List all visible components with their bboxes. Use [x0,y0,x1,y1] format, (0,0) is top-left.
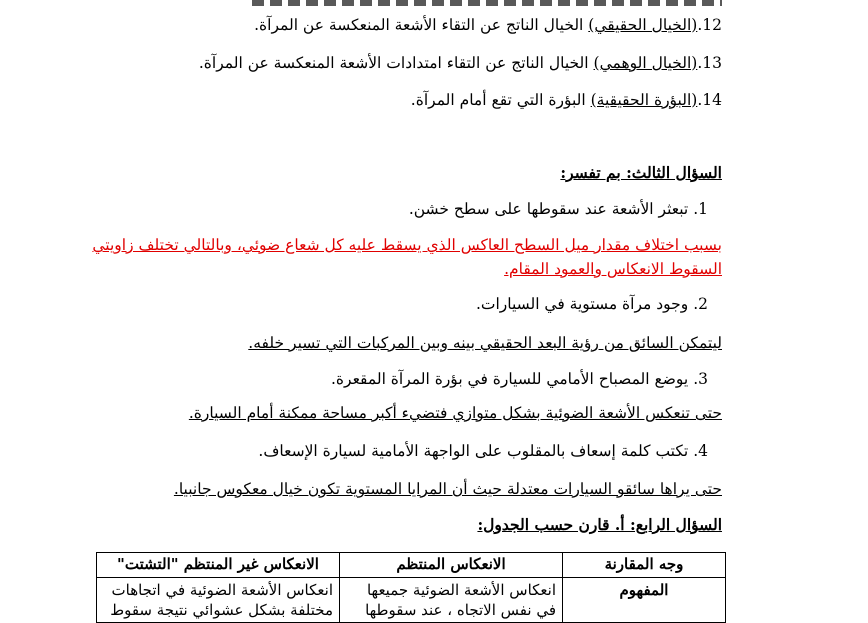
definition-item: 13.(الخيال الوهمي) الخيال الناتج عن التقاء امتدادات الأشعة المنعكسة عن المرآة. [198,54,722,72]
explain-item: 4. تكتب كلمة إسعاف بالمقلوب على الواجهة الأمامية لسيارة الإسعاف. [258,442,708,460]
table-row [97,578,726,623]
answer-line: حتى تنعكس الأشعة الضوئية بشكل متوازي فتضيء أكبر مساحة ممكنة أمام السيارة. [188,404,722,422]
comparison-table [96,552,726,623]
cropped-top-line [252,0,722,6]
table-header-cell: الانعكاس غير المنتظم "التشتت" [97,553,340,578]
table-cell: انعكاس الأشعة الضوئية جميعها في نفس الاتجاه ، عند سقوطها [340,578,563,623]
answer-line: ليتمكن السائق من رؤية البعد الحقيقي بينه وبين المركبات التي تسير خلفه. [248,334,722,352]
answer-line: السقوط الانعكاس والعمود المقام. [504,260,722,278]
table-header-cell: وجه المقارنة [563,553,726,578]
table-cell: انعكاس الأشعة الضوئية في اتجاهات مختلفة بشكل عشوائي نتيجة سقوط [97,578,340,623]
answer-line: بسبب اختلاف مقدار ميل السطح العاكس الذي يسقط عليه كل شعاع ضوئي، وبالتالي تختلف زاويتي [92,236,722,254]
definition-item: 12.(الخيال الحقيقي) الخيال الناتج عن التقاء الأشعة المنعكسة عن المرآة. [254,16,722,34]
answer-line: حتى يراها سائقو السيارات معتدلة حيث أن المرايا المستوية تكون خيال معكوس جانبيا. [173,480,722,498]
explain-item: 2. وجود مرآة مستوية في السيارات. [475,295,708,313]
table-header-row [97,553,726,578]
definition-item: 14.(البؤرة الحقيقية) البؤرة التي تقع أمام المرآة. [410,91,722,109]
table-cell: المفهوم [563,578,726,623]
explain-item: 1. تبعثر الأشعة عند سقوطها على سطح خشن. [408,200,708,218]
question-3-title: السؤال الثالث: بم تفسر: [560,163,722,182]
table-header-cell: الانعكاس المنتظم [340,553,563,578]
explain-item: 3. يوضع المصباح الأمامي للسيارة في بؤرة المرآة المقعرة. [330,370,708,388]
question-4-title: السؤال الرابع: أ. قارن حسب الجدول: [477,515,722,534]
